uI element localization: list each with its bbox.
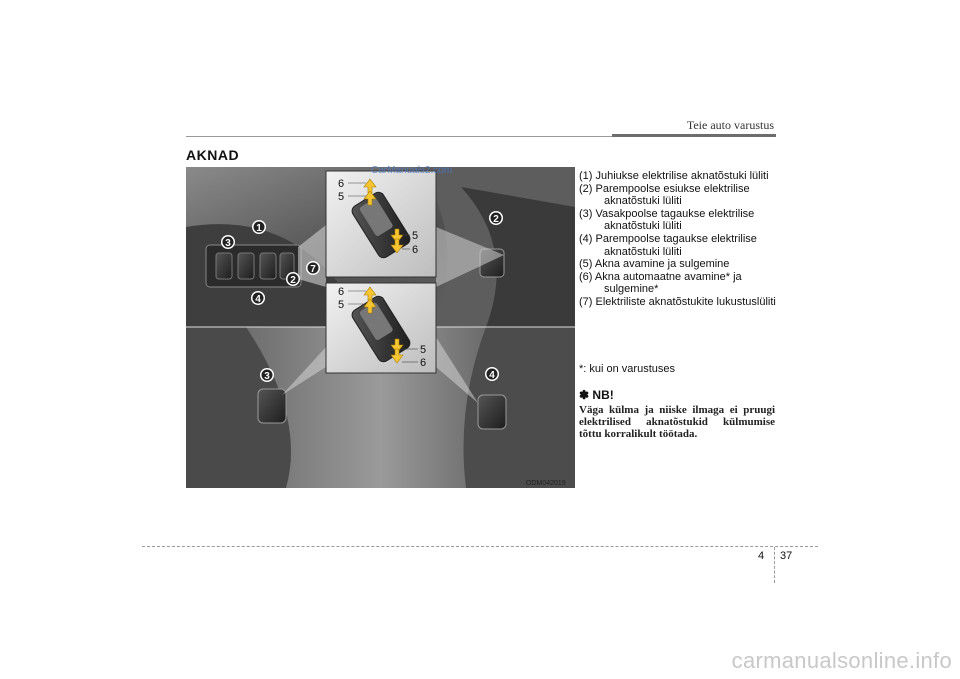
legend-item: (6) Akna automaatne avamine* ja sulgemine*	[579, 270, 742, 296]
nb-text: Väga külma ja niiske ilmaga ei pruugi elektrilised aknatõstukid külmumise tõttu korralikult töötada.	[579, 404, 775, 440]
section-title: AKNAD	[186, 147, 240, 163]
figure-watermark: CarManuals2.com	[371, 165, 453, 176]
inset-bottom-label: 5	[338, 299, 345, 311]
figure-code: ODM042019	[526, 480, 566, 487]
legend-item: (4) Parempoolse tagaukse elektrilise aknatõstuki lüliti	[579, 232, 757, 258]
callout-3: 3	[225, 238, 231, 249]
header-rule-accent	[612, 134, 776, 137]
legend-item: (5) Akna avamine ja sulgemine	[579, 258, 730, 271]
inset-top-label: 5	[338, 191, 345, 203]
footer-divider	[774, 547, 775, 583]
nb-heading-text: NB!	[592, 388, 614, 402]
legend-list	[579, 170, 779, 309]
legend-item: (7) Elektriliste aknatõstukite lukustuslüliti	[579, 295, 776, 308]
nb-heading	[579, 388, 614, 402]
legend-item: (3) Vasakpoolse tagaukse elektrilise aknatõstuki lüliti	[579, 207, 755, 233]
callout-2: 2	[290, 275, 296, 286]
nb-star-icon: ✽	[579, 388, 590, 402]
callout-4-rear: 4	[489, 370, 495, 381]
footnote: *: kui on varustuses	[579, 363, 675, 375]
inset-bottom-label: 5	[420, 344, 427, 356]
inset-top-label: 5	[412, 230, 419, 242]
inset-top-label: 6	[338, 178, 345, 190]
header-title: Teie auto varustus	[686, 118, 774, 132]
inset-bottom-label: 6	[338, 286, 345, 298]
footer-rule	[142, 546, 818, 547]
callout-3-rear: 3	[264, 371, 270, 382]
legend-item: (2) Parempoolse esiukse elektrilise aknatõstuki lüliti	[579, 182, 750, 208]
legend-item: (1) Juhiukse elektrilise aknatõstuki lüliti	[579, 170, 769, 182]
page-number: 37	[780, 550, 793, 562]
callout-7: 7	[310, 264, 316, 275]
inset-top-label: 6	[412, 244, 419, 256]
window-switch-figure	[186, 167, 575, 488]
callout-4: 4	[255, 294, 261, 305]
callout-2-passenger: 2	[493, 214, 499, 225]
page-chapter: 4	[758, 550, 765, 562]
inset-bottom-label: 6	[420, 357, 427, 369]
callout-1: 1	[256, 223, 262, 234]
site-watermark: carmanualsonline.info	[731, 648, 952, 673]
